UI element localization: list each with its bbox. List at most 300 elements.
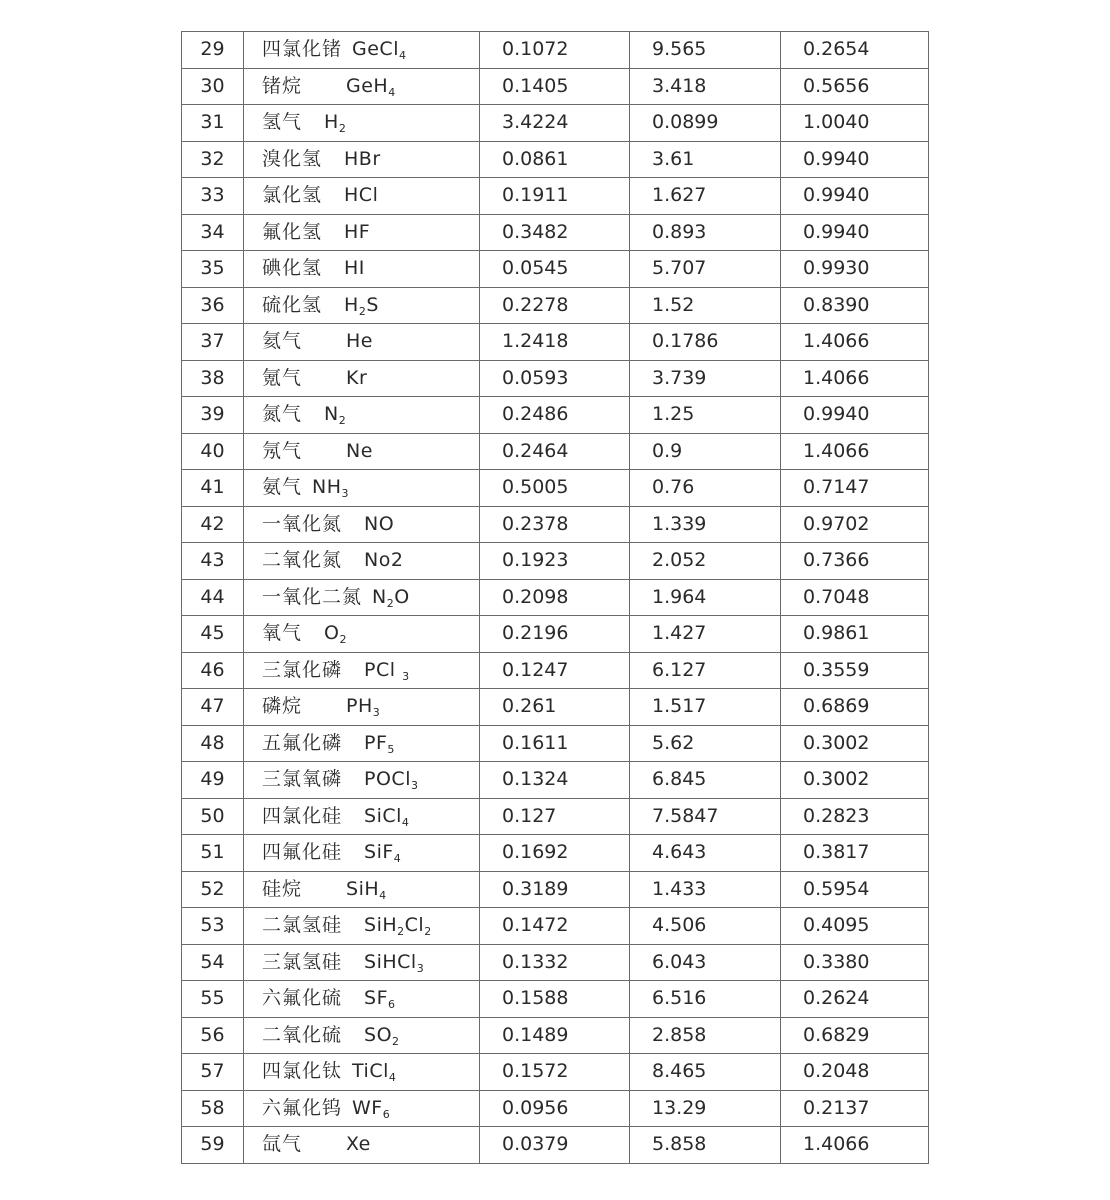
gas-chemical-formula [344, 259, 365, 278]
value-cell-3: 0.3559 [781, 652, 929, 689]
value-cell-3: 1.4066 [781, 1127, 929, 1164]
value-cell-1: 0.261 [480, 689, 630, 726]
gas-chemical-formula [324, 622, 347, 647]
value-cell-1: 0.2378 [480, 506, 630, 543]
gas-chemical-formula [346, 695, 381, 720]
value-cell-3: 0.3380 [781, 944, 929, 981]
value-cell-2: 3.739 [630, 360, 781, 397]
value-cell-1: 0.0956 [480, 1090, 630, 1127]
gas-chemical-formula [364, 768, 419, 793]
gas-name-cell [244, 981, 480, 1018]
gas-chinese-name: 四氟化硅 [262, 841, 343, 864]
row-number-cell: 35 [182, 251, 244, 288]
table-row [182, 652, 929, 689]
value-cell-3: 0.7048 [781, 579, 929, 616]
value-cell-3: 0.9940 [781, 178, 929, 215]
table-row [182, 871, 929, 908]
gas-chinese-name: 四氯化锗 [262, 38, 343, 61]
table-row [182, 1090, 929, 1127]
value-cell-3: 0.3002 [781, 762, 929, 799]
table-row [182, 470, 929, 507]
gas-chinese-name: 二氧化硫 [262, 1023, 343, 1046]
gas-chemical-formula [324, 111, 347, 136]
value-cell-3: 0.8390 [781, 287, 929, 324]
table-row [182, 543, 929, 580]
formula-text: N [372, 585, 387, 608]
gas-chemical-formula [364, 658, 410, 683]
value-cell-2: 2.858 [630, 1017, 781, 1054]
table-row [182, 68, 929, 105]
formula-text: No2 [364, 549, 404, 572]
row-number-cell: 33 [182, 178, 244, 215]
formula-text: GeCl [352, 38, 399, 61]
formula-text: TiCl [352, 1060, 389, 1083]
value-cell-1: 0.127 [480, 798, 630, 835]
gas-chemical-formula [344, 293, 379, 318]
gas-name-cell [244, 251, 480, 288]
gas-name-cell [244, 433, 480, 470]
table-row [182, 616, 929, 653]
row-number-cell: 52 [182, 871, 244, 908]
formula-text: SiF [364, 841, 394, 864]
gas-name-cell [244, 871, 480, 908]
formula-text: H [344, 293, 359, 316]
gas-chinese-name: 四氯化钛 [262, 1060, 343, 1083]
gas-name-cell [244, 652, 480, 689]
row-number-cell: 44 [182, 579, 244, 616]
value-cell-1: 0.1572 [480, 1054, 630, 1091]
table-row [182, 725, 929, 762]
table-row [182, 1054, 929, 1091]
row-number-cell: 54 [182, 944, 244, 981]
value-cell-1: 0.5005 [480, 470, 630, 507]
value-cell-1: 3.4224 [480, 105, 630, 142]
gas-chinese-name: 氮气 [262, 403, 303, 426]
formula-text: PCl [364, 658, 403, 681]
row-number-cell: 41 [182, 470, 244, 507]
table-row [182, 251, 929, 288]
gas-chinese-name: 氦气 [262, 330, 303, 353]
value-cell-1: 0.1072 [480, 32, 630, 69]
gas-name-cell [244, 944, 480, 981]
gas-chemical-formula [346, 74, 396, 99]
row-number-cell: 37 [182, 324, 244, 361]
table-row [182, 397, 929, 434]
formula-text: SiH [364, 914, 398, 937]
gas-name-cell [244, 798, 480, 835]
gas-chinese-name: 氢气 [262, 111, 303, 134]
row-number-cell: 56 [182, 1017, 244, 1054]
table-row [182, 835, 929, 872]
value-cell-2: 6.043 [630, 944, 781, 981]
value-cell-1: 0.1588 [480, 981, 630, 1018]
value-cell-1: 0.1324 [480, 762, 630, 799]
gas-chemical-formula [344, 186, 378, 205]
value-cell-1: 0.2098 [480, 579, 630, 616]
value-cell-1: 1.2418 [480, 324, 630, 361]
row-number-cell: 59 [182, 1127, 244, 1164]
formula-text: SiH [346, 877, 380, 900]
gas-chemical-formula [346, 877, 387, 902]
value-cell-2: 8.465 [630, 1054, 781, 1091]
formula-subscript: 3 [410, 779, 419, 793]
gas-name-cell [244, 725, 480, 762]
value-cell-2: 4.643 [630, 835, 781, 872]
value-cell-2: 0.893 [630, 214, 781, 251]
gas-chinese-name: 三氯氢硅 [262, 950, 343, 973]
gas-name-cell [244, 689, 480, 726]
formula-text: GeH [346, 74, 389, 97]
value-cell-3: 0.3817 [781, 835, 929, 872]
gas-chemical-formula [364, 1023, 400, 1048]
formula-subscript: 4 [393, 852, 402, 866]
value-cell-2: 3.418 [630, 68, 781, 105]
value-cell-3: 0.2048 [781, 1054, 929, 1091]
formula-text: Kr [346, 366, 368, 389]
value-cell-3: 1.4066 [781, 360, 929, 397]
formula-text: PF [364, 731, 388, 754]
formula-subscript: 6 [382, 1107, 391, 1121]
formula-text: POCl [364, 768, 411, 791]
formula-subscript: 2 [397, 925, 405, 939]
value-cell-2: 1.427 [630, 616, 781, 653]
gas-chemical-formula [364, 914, 432, 939]
value-cell-2: 4.506 [630, 908, 781, 945]
formula-subscript: 2 [424, 925, 432, 939]
formula-text: Ne [346, 439, 373, 462]
formula-text: WF [352, 1096, 383, 1119]
value-cell-3: 0.9861 [781, 616, 929, 653]
gas-chemical-formula [364, 804, 410, 829]
value-cell-3: 0.9702 [781, 506, 929, 543]
gas-name-cell [244, 397, 480, 434]
gas-chinese-name: 二氯氢硅 [262, 914, 343, 937]
gas-chinese-name: 三氯化磷 [262, 658, 343, 681]
formula-text: SF [364, 987, 389, 1010]
value-cell-3: 0.7366 [781, 543, 929, 580]
formula-text: HBr [344, 147, 381, 170]
formula-subscript: 3 [372, 706, 381, 720]
table-row [182, 689, 929, 726]
gas-name-cell [244, 470, 480, 507]
table-row [182, 141, 929, 178]
gas-name-cell [244, 141, 480, 178]
formula-subscript: 4 [388, 85, 396, 99]
row-number-cell: 47 [182, 689, 244, 726]
table-row [182, 178, 929, 215]
formula-subscript: 2 [392, 1034, 400, 1048]
value-cell-1: 0.1405 [480, 68, 630, 105]
table-row [182, 1127, 929, 1164]
gas-chinese-name: 五氟化磷 [262, 731, 343, 754]
value-cell-3: 0.2137 [781, 1090, 929, 1127]
value-cell-2: 6.845 [630, 762, 781, 799]
formula-text: He [346, 330, 373, 353]
value-cell-2: 0.0899 [630, 105, 781, 142]
table-row [182, 506, 929, 543]
gas-chinese-name: 溴化氢 [262, 147, 323, 170]
table-row [182, 433, 929, 470]
gas-chinese-name: 六氟化硫 [262, 987, 343, 1010]
value-cell-2: 2.052 [630, 543, 781, 580]
value-cell-3: 1.4066 [781, 324, 929, 361]
gas-chemical-formula [364, 512, 395, 535]
formula-text: SiHCl [364, 950, 417, 973]
value-cell-1: 0.1911 [480, 178, 630, 215]
value-cell-2: 1.517 [630, 689, 781, 726]
table-body [182, 32, 929, 1164]
value-cell-2: 0.1786 [630, 324, 781, 361]
gas-name-cell [244, 616, 480, 653]
formula-subscript: 2 [339, 633, 347, 647]
value-cell-3: 0.5954 [781, 871, 929, 908]
gas-name-cell [244, 543, 480, 580]
formula-text: S [366, 293, 379, 316]
gas-chemical-formula [352, 1096, 391, 1121]
value-cell-1: 0.1489 [480, 1017, 630, 1054]
value-cell-3: 0.9940 [781, 397, 929, 434]
gas-chemical-formula [312, 476, 350, 501]
row-number-cell: 51 [182, 835, 244, 872]
formula-text: Cl [404, 914, 425, 937]
value-cell-1: 0.2464 [480, 433, 630, 470]
formula-text: O [324, 622, 340, 645]
value-cell-1: 0.1923 [480, 543, 630, 580]
gas-chinese-name: 硅烷 [262, 877, 303, 900]
gas-chinese-name: 氪气 [262, 366, 303, 389]
value-cell-2: 1.627 [630, 178, 781, 215]
value-cell-1: 0.0379 [480, 1127, 630, 1164]
value-cell-1: 0.1692 [480, 835, 630, 872]
value-cell-1: 0.2196 [480, 616, 630, 653]
gas-chinese-name: 氙气 [262, 1133, 303, 1156]
gas-name-cell [244, 1017, 480, 1054]
gas-name-cell [244, 579, 480, 616]
row-number-cell: 36 [182, 287, 244, 324]
formula-text: NH [312, 476, 342, 499]
table-row [182, 798, 929, 835]
value-cell-3: 0.9940 [781, 141, 929, 178]
gas-chemical-formula [346, 366, 368, 389]
value-cell-1: 0.1611 [480, 725, 630, 762]
gas-chinese-name: 氖气 [262, 439, 303, 462]
gas-chemical-formula [372, 585, 410, 610]
value-cell-1: 0.3189 [480, 871, 630, 908]
value-cell-2: 6.127 [630, 652, 781, 689]
gas-chemical-formula [346, 439, 373, 462]
formula-text: HCl [344, 184, 379, 207]
gas-chinese-name: 氧气 [262, 622, 303, 645]
table-row [182, 360, 929, 397]
gas-chinese-name: 三氯氧磷 [262, 768, 343, 791]
gas-chemical-formula [344, 220, 371, 243]
table-row [182, 1017, 929, 1054]
row-number-cell: 38 [182, 360, 244, 397]
value-cell-3: 0.4095 [781, 908, 929, 945]
formula-subscript: 4 [379, 888, 387, 902]
gas-chemical-formula [352, 38, 407, 63]
value-cell-2: 1.339 [630, 506, 781, 543]
gas-chemical-formula [364, 987, 396, 1012]
gas-chinese-name: 氨气 [262, 476, 303, 499]
value-cell-3: 0.6869 [781, 689, 929, 726]
formula-subscript: 4 [401, 815, 410, 829]
gas-name-cell [244, 178, 480, 215]
row-number-cell: 29 [182, 32, 244, 69]
formula-text: O [394, 585, 410, 608]
table-row [182, 762, 929, 799]
formula-text: SiCl [364, 804, 402, 827]
gas-chemical-formula [364, 950, 425, 975]
value-cell-2: 1.964 [630, 579, 781, 616]
value-cell-2: 5.858 [630, 1127, 781, 1164]
formula-text: PH [346, 695, 373, 718]
formula-subscript: 4 [398, 49, 407, 63]
row-number-cell: 42 [182, 506, 244, 543]
value-cell-3: 0.2624 [781, 981, 929, 1018]
gas-name-cell [244, 506, 480, 543]
gas-chinese-name: 一氧化氮 [262, 512, 343, 535]
gas-chemical-formula [346, 1135, 371, 1154]
gas-chemical-formula [364, 551, 403, 570]
gas-name-cell [244, 762, 480, 799]
row-number-cell: 32 [182, 141, 244, 178]
gas-chinese-name: 碘化氢 [262, 257, 323, 280]
table-row [182, 32, 929, 69]
value-cell-1: 0.2486 [480, 397, 630, 434]
gas-coefficient-table [181, 31, 929, 1164]
value-cell-2: 13.29 [630, 1090, 781, 1127]
formula-subscript: 4 [388, 1071, 397, 1085]
value-cell-2: 3.61 [630, 141, 781, 178]
value-cell-1: 0.0545 [480, 251, 630, 288]
row-number-cell: 55 [182, 981, 244, 1018]
gas-chinese-name: 氯化氢 [262, 184, 323, 207]
gas-chemical-formula [324, 403, 347, 428]
value-cell-3: 0.2654 [781, 32, 929, 69]
value-cell-2: 1.52 [630, 287, 781, 324]
value-cell-1: 0.0593 [480, 360, 630, 397]
value-cell-3: 0.3002 [781, 725, 929, 762]
value-cell-2: 9.565 [630, 32, 781, 69]
formula-text: Xe [346, 1133, 371, 1156]
gas-chinese-name: 二氧化氮 [262, 549, 343, 572]
gas-chinese-name: 一氧化二氮 [262, 585, 363, 608]
formula-subscript: 2 [338, 414, 347, 428]
gas-chemical-formula [352, 1060, 397, 1085]
row-number-cell: 53 [182, 908, 244, 945]
formula-text: HI [344, 257, 365, 280]
gas-name-cell [244, 1054, 480, 1091]
gas-chinese-name: 硫化氢 [262, 293, 323, 316]
gas-name-cell [244, 1090, 480, 1127]
value-cell-1: 0.2278 [480, 287, 630, 324]
gas-name-cell [244, 324, 480, 361]
value-cell-1: 0.3482 [480, 214, 630, 251]
value-cell-2: 5.62 [630, 725, 781, 762]
value-cell-3: 0.7147 [781, 470, 929, 507]
value-cell-2: 6.516 [630, 981, 781, 1018]
value-cell-2: 0.9 [630, 433, 781, 470]
formula-subscript: 3 [341, 487, 350, 501]
value-cell-3: 1.0040 [781, 105, 929, 142]
gas-chinese-name: 六氟化钨 [262, 1096, 343, 1119]
gas-name-cell [244, 360, 480, 397]
value-cell-2: 0.76 [630, 470, 781, 507]
formula-text: NO [364, 512, 395, 535]
row-number-cell: 50 [182, 798, 244, 835]
table-row [182, 579, 929, 616]
value-cell-3: 0.9930 [781, 251, 929, 288]
table-row [182, 287, 929, 324]
formula-subscript: 6 [388, 998, 396, 1012]
value-cell-3: 0.2823 [781, 798, 929, 835]
value-cell-2: 5.707 [630, 251, 781, 288]
table-row [182, 981, 929, 1018]
row-number-cell: 58 [182, 1090, 244, 1127]
formula-subscript: 3 [416, 961, 425, 975]
value-cell-1: 0.1332 [480, 944, 630, 981]
gas-name-cell [244, 287, 480, 324]
table-row [182, 324, 929, 361]
row-number-cell: 30 [182, 68, 244, 105]
row-number-cell: 40 [182, 433, 244, 470]
gas-name-cell [244, 32, 480, 69]
value-cell-1: 0.0861 [480, 141, 630, 178]
formula-subscript: 2 [386, 596, 395, 610]
table-row [182, 214, 929, 251]
value-cell-2: 1.25 [630, 397, 781, 434]
gas-name-cell [244, 1127, 480, 1164]
gas-chinese-name: 锗烷 [262, 74, 303, 97]
table-row [182, 908, 929, 945]
gas-chemical-formula [364, 731, 395, 756]
row-number-cell: 48 [182, 725, 244, 762]
value-cell-2: 1.433 [630, 871, 781, 908]
formula-text: H [324, 111, 339, 134]
formula-text: SO [364, 1023, 393, 1046]
gas-chinese-name: 磷烷 [262, 695, 303, 718]
row-number-cell: 49 [182, 762, 244, 799]
gas-chinese-name: 四氯化硅 [262, 804, 343, 827]
row-number-cell: 43 [182, 543, 244, 580]
formula-subscript: 2 [358, 304, 367, 318]
gas-name-cell [244, 835, 480, 872]
formula-subscript: 3 [402, 669, 410, 683]
value-cell-3: 0.9940 [781, 214, 929, 251]
gas-name-cell [244, 105, 480, 142]
table-row [182, 944, 929, 981]
formula-text: N [324, 403, 339, 426]
gas-chemical-formula [364, 841, 402, 866]
gas-chemical-formula [346, 332, 373, 351]
row-number-cell: 39 [182, 397, 244, 434]
value-cell-3: 1.4066 [781, 433, 929, 470]
formula-subscript: 2 [338, 122, 347, 136]
gas-name-cell [244, 68, 480, 105]
value-cell-2: 7.5847 [630, 798, 781, 835]
gas-chinese-name: 氟化氢 [262, 220, 323, 243]
row-number-cell: 57 [182, 1054, 244, 1091]
table-row [182, 105, 929, 142]
row-number-cell: 34 [182, 214, 244, 251]
value-cell-3: 0.6829 [781, 1017, 929, 1054]
gas-chemical-formula [344, 147, 381, 170]
row-number-cell: 31 [182, 105, 244, 142]
value-cell-1: 0.1247 [480, 652, 630, 689]
value-cell-1: 0.1472 [480, 908, 630, 945]
gas-name-cell [244, 908, 480, 945]
